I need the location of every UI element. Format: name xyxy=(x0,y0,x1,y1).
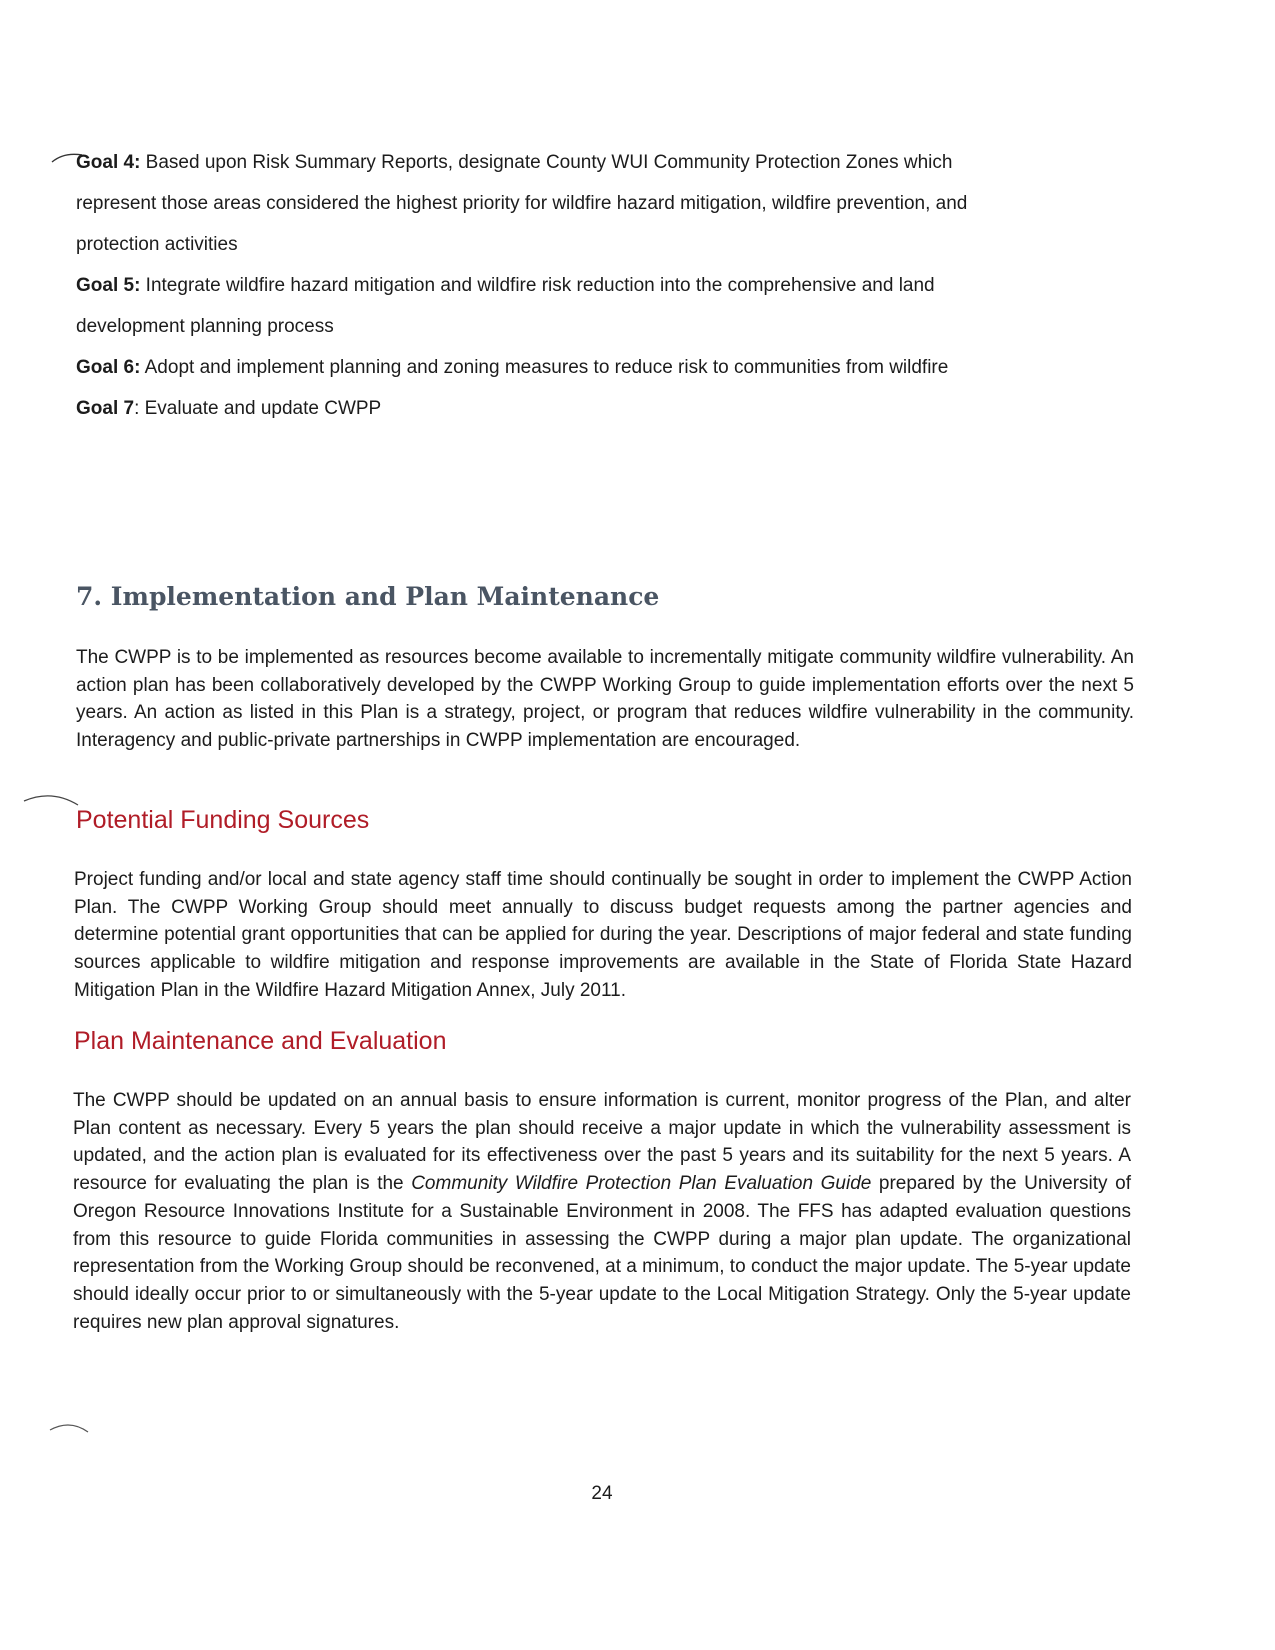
guide-title: Community Wildfire Protection Plan Evaluation Guide xyxy=(411,1173,872,1195)
scan-artifact xyxy=(22,791,82,811)
goal-line: development planning process xyxy=(76,316,334,337)
goal-line: Goal 4: Based upon Risk Summary Reports, designate County WUI Community Protection Zones which xyxy=(76,152,953,173)
goals-list xyxy=(76,142,1136,429)
funding-heading: Potential Funding Sources xyxy=(76,806,370,834)
maintenance-paragraph: The CWPP should be updated on an annual basis to ensure information is current, monitor progress of the Plan, and alter Plan content as necessary. Every 5 years the plan should receive a major update in which the vulnerability assessment is updated, and the action plan is evaluated for its effectiveness over the past 5 years and its suitability for the next 5 years. A resource for evaluating the plan is the Community Wildfire Protection Plan Evaluation Guide prepared by the University of Oregon Resource Innovations Institute for a Sustainable Environment in 2008. The FFS has adapted evaluation questions from this resource to guide Florida communities in assessing the CWPP during a major plan update. The organizational representation from the Working Group should be reconvened, at a minimum, to conduct the major update. The 5-year update should ideally occur prior to or simultaneously with the 5-year update to the Local Mitigation Strategy. Only the 5-year update requires new plan approval signatures. xyxy=(73,1090,1131,1333)
scan-artifact xyxy=(48,1420,92,1438)
funding-paragraph: Project funding and/or local and state agency staff time should continually be sought in order to implement the CWPP Action Plan. The CWPP Working Group should meet annually to discuss budget requests among the partner agencies and determine potential grant opportunities that can be applied for during the year. Descriptions of major federal and state funding sources applicable to wildfire mitigation and response improvements are available in the State of Florida State Hazard Mitigation Plan in the Wildfire Hazard Mitigation Annex, July 2011. xyxy=(74,869,1132,1001)
page-number: 24 xyxy=(591,1483,613,1504)
section-heading: 7. Implementation and Plan Maintenance xyxy=(76,582,660,611)
goal-line: Goal 7: Evaluate and update CWPP xyxy=(76,398,382,419)
goal-line: protection activities xyxy=(76,234,238,255)
goal-line: represent those areas considered the highest priority for wildfire hazard mitigation, wildfire prevention, and xyxy=(76,193,968,214)
maintenance-heading: Plan Maintenance and Evaluation xyxy=(74,1027,447,1055)
goal-line: Goal 5: Integrate wildfire hazard mitigation and wildfire risk reduction into the comprehensive and land xyxy=(76,275,935,296)
section-intro-paragraph: The CWPP is to be implemented as resources become available to incrementally mitigate community wildfire vulnerability. An action plan has been collaboratively developed by the CWPP Working Group to guide implementation efforts over the next 5 years. An action as listed in this Plan is a strategy, project, or program that reduces wildfire vulnerability in the community. Interagency and public-private partnerships in CWPP implementation are encouraged. xyxy=(76,647,1134,752)
goal-line: Goal 6: Adopt and implement planning and zoning measures to reduce risk to communities from wildfire xyxy=(76,357,949,378)
